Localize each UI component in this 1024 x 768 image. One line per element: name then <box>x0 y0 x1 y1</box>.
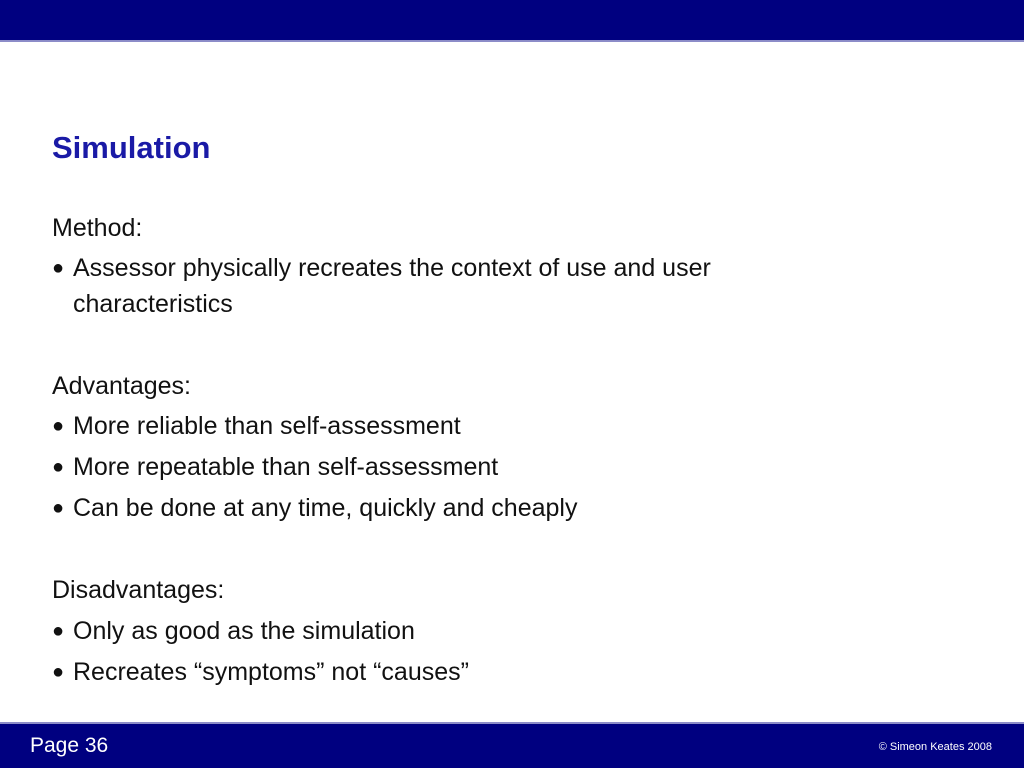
bullet-icon: ● <box>52 620 65 642</box>
footer-bar <box>0 722 1024 768</box>
header-bar <box>0 0 1024 42</box>
bullet-text: Recreates “symptoms” not “causes” <box>73 658 469 686</box>
bullet-icon: ● <box>52 456 65 478</box>
bullet-text: Only as good as the simulation <box>73 617 415 645</box>
bullet-text: More reliable than self-assessment <box>73 412 461 440</box>
page-number: Page 36 <box>30 734 109 757</box>
bullet-item <box>52 613 952 649</box>
section-heading-disadvantages: Disadvantages: <box>52 576 225 604</box>
bullet-item <box>52 250 952 322</box>
bullet-icon: ● <box>52 661 65 683</box>
bullet-item <box>52 490 952 526</box>
section-heading-advantages: Advantages: <box>52 372 191 400</box>
bullet-text: Can be done at any time, quickly and cheaply <box>73 494 578 522</box>
slide-title: Simulation <box>52 130 211 165</box>
bullet-item <box>52 449 952 485</box>
bullet-icon: ● <box>52 257 65 279</box>
copyright-notice: © Simeon Keates 2008 <box>878 741 992 753</box>
bullet-text: Assessor physically recreates the context of use and user characteristics <box>73 254 711 318</box>
bullet-icon: ● <box>52 497 65 519</box>
bullet-text: More repeatable than self-assessment <box>73 453 499 481</box>
bullet-item <box>52 654 952 690</box>
section-heading-method: Method: <box>52 214 143 242</box>
bullet-icon: ● <box>52 415 65 437</box>
bullet-item <box>52 408 952 444</box>
